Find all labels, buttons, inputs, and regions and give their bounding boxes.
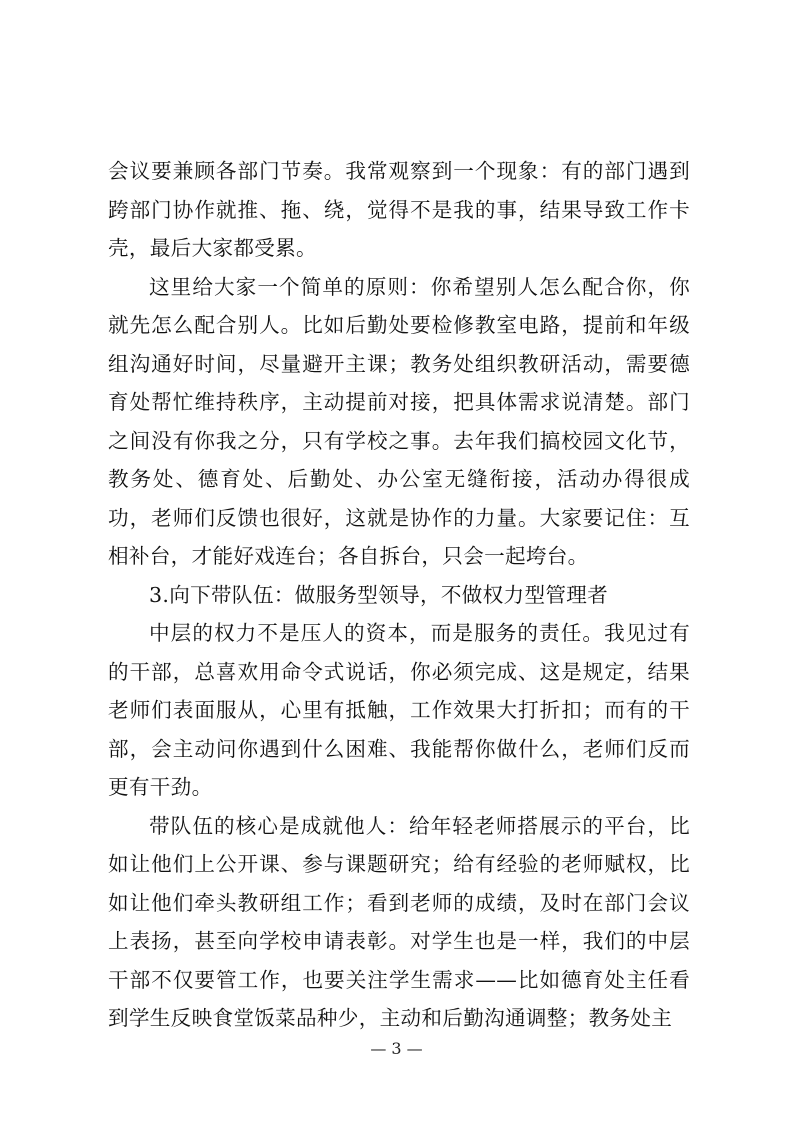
document-body [108, 152, 690, 1038]
page-number: — 3 — [370, 1039, 423, 1058]
paragraph-principle: 这里给大家一个简单的原则：你希望别人怎么配合你，你就先怎么配合别人。比如后勤处要检修教室电路，提前和年级组沟通好时间，尽量避开主课；教务处组织教研活动，需要德育处帮忙维持秩序，主动提前对接，把具体需求说清楚。部门之间没有你我之分，只有学校之事。去年我们搞校园文化节，教务处、德育处、后勤处、办公室无缝衔接，活动办得很成功，老师们反馈也很好，这就是协作的力量。大家要记住：互相补台，才能好戏连台；各自拆台，只会一起垮台。 [108, 274, 690, 568]
section-heading-3: 3.向下带队伍：做服务型领导，不做权力型管理者 [149, 582, 609, 607]
paragraph-team-building: 带队伍的核心是成就他人：给年轻老师搭展示的平台，比如让他们上公开课、参与课题研究；给有经验的老师赋权，比如让他们牵头教研组工作；看到老师的成绩，及时在部门会议上表扬，甚至向学校申请表彰。对学生也是一样，我们的中层干部不仅要管工作，也要关注学生需求——比如德育处主任看到学生反映食堂饭菜品种少，主动和后勤沟通调整；教务处主 [108, 813, 690, 1030]
paragraph-continuation: 会议要兼顾各部门节奏。我常观察到一个现象：有的部门遇到跨部门协作就推、拖、绕，觉得不是我的事，结果导致工作卡壳，最后大家都受累。 [108, 159, 690, 260]
paragraph-service-leadership: 中层的权力不是压人的资本，而是服务的责任。我见过有的干部，总喜欢用命令式说话，你必须完成、这是规定，结果老师们表面服从，心里有抵触，工作效果大打折扣；而有的干部，会主动问你遇到什么困难、我能帮你做什么，老师们反而更有干劲。 [108, 621, 690, 799]
